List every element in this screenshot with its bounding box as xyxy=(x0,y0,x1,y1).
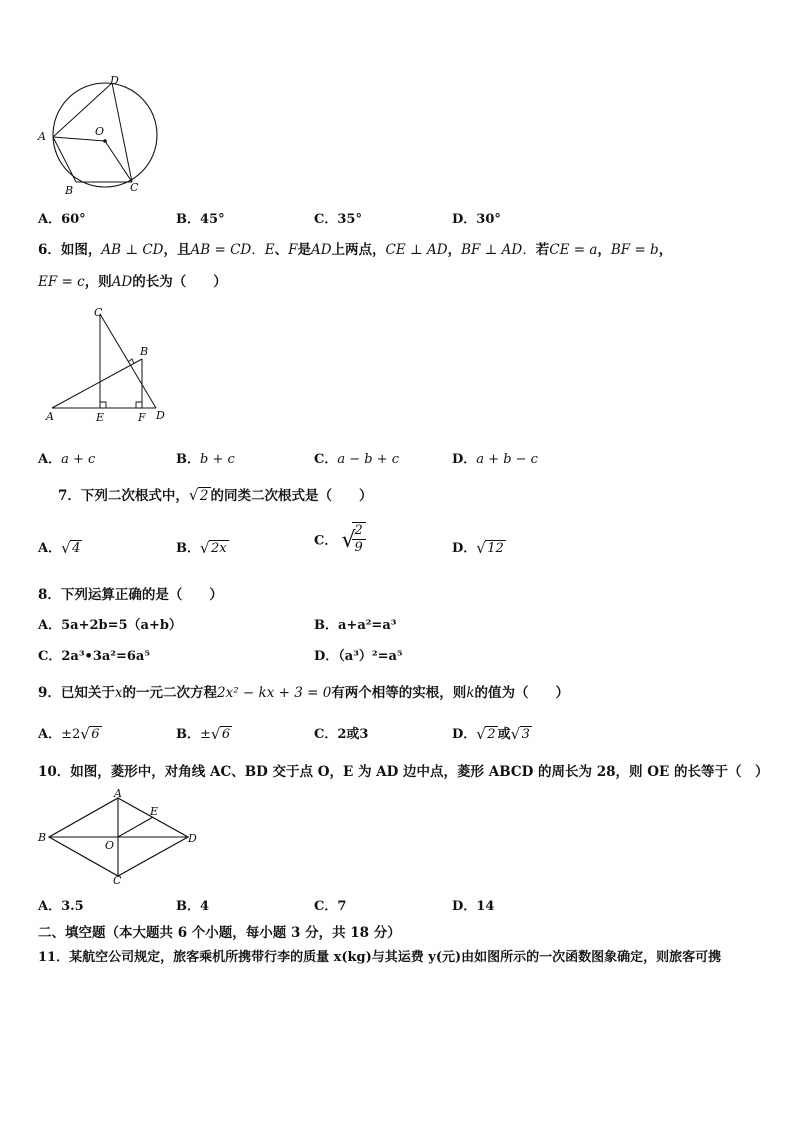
q5-option-b: B．45° xyxy=(176,212,225,227)
q7-option-c: C． √ $\frac{2}{9}$ xyxy=(314,522,366,556)
q9-option-c: C．2或3 xyxy=(314,727,369,742)
q7-option-b: B．√ 2x xyxy=(176,537,229,556)
label-e: E xyxy=(150,805,159,818)
circle-o xyxy=(53,83,157,187)
q8-option-c: C．2a³•3a²=6a⁵ xyxy=(38,649,151,664)
label-f: F xyxy=(138,411,146,424)
label-o: O xyxy=(95,125,105,138)
q6-option-c: C．a − b + c xyxy=(314,452,400,467)
q7-stem: 7．下列二次根式中，√ 2 的同类二次根式是（ ） xyxy=(58,484,373,504)
q10-option-b: B．4 xyxy=(176,899,210,914)
center-dot xyxy=(103,139,107,143)
label-c: C xyxy=(130,181,139,194)
label-b: B xyxy=(65,184,74,196)
q8-stem: 8．下列运算正确的是（ ） xyxy=(38,587,223,603)
label-b: B xyxy=(38,831,47,844)
label-b: B xyxy=(140,345,149,358)
q6-option-d: D．a + b − c xyxy=(452,452,538,467)
q6-triangle-figure xyxy=(42,304,172,426)
q8-option-b: B．a+a²=a³ xyxy=(314,618,397,633)
right-angle-mark-e xyxy=(100,402,106,408)
sqrt-2: √ 2 xyxy=(189,488,211,504)
segment-cd xyxy=(100,314,156,408)
q9-option-a: A．±2√ 6 xyxy=(38,723,102,742)
q9-stem: 9．已知关于x的一元二次方程2x² − kx + 3 = 0有两个相等的实根，则k的值为（ ） xyxy=(38,685,569,701)
segment-ab xyxy=(53,137,76,182)
label-a: A xyxy=(46,410,54,423)
label-c: C xyxy=(113,874,122,886)
q9-option-b: B．±√ 6 xyxy=(176,723,232,742)
q10-option-a: A．3.5 xyxy=(38,899,84,914)
label-c: C xyxy=(94,306,103,319)
segment-oe xyxy=(118,817,153,837)
section-heading-fill-in: 二、填空题（本大题共 6 个小题，每小题 3 分，共 18 分） xyxy=(38,925,401,941)
label-a: A xyxy=(114,787,122,800)
q7-option-a: A．√ 4 xyxy=(38,537,82,556)
q6-option-b: B．b + c xyxy=(176,452,235,467)
q6-stem-line2: EF = c，则AD的长为（ ） xyxy=(38,274,227,290)
label-d: D xyxy=(156,409,165,422)
label-e: E xyxy=(96,411,105,424)
q5-option-d: D．30° xyxy=(452,212,501,227)
right-angle-mark-f xyxy=(136,402,142,408)
q11-stem: 11．某航空公司规定，旅客乘机所携带行李的质量 x(kg)与其运费 y(元)由如图所示的一次函数图象确定，则旅客可携 xyxy=(38,950,722,965)
q5-option-a: A．60° xyxy=(38,212,86,227)
segment-ab xyxy=(52,359,142,408)
label-d: D xyxy=(110,74,119,87)
q5-circle-figure xyxy=(34,74,164,196)
q8-option-d: D．（a³）²=a⁵ xyxy=(314,649,403,664)
q5-option-c: C．35° xyxy=(314,212,362,227)
q10-stem: 10．如图，菱形中，对角线 AC、BD 交于点 O，E 为 AD 边中点，菱形 ABCD 的周长为 28，则 OE 的长等于（ ） xyxy=(38,764,769,780)
q6-option-a: A．a + c xyxy=(38,452,96,467)
q10-option-d: D．14 xyxy=(452,899,495,914)
label-d: D xyxy=(188,832,197,845)
q7-option-d: D．√ 12 xyxy=(452,537,506,556)
q8-option-a: A．5a+2b=5（a+b） xyxy=(38,618,182,633)
q10-rhombus-figure xyxy=(36,786,206,886)
q9-option-d: D．√ 2 或√ 3 xyxy=(452,723,532,742)
q10-option-c: C．7 xyxy=(314,899,347,914)
label-a: A xyxy=(38,130,46,143)
q6-stem-line1: 6．如图，AB ⊥ CD，且AB = CD．E、F是AD上两点，CE ⊥ AD，BF ⊥ AD．若CE = a，BF = b， xyxy=(38,242,673,258)
label-o: O xyxy=(105,839,115,852)
